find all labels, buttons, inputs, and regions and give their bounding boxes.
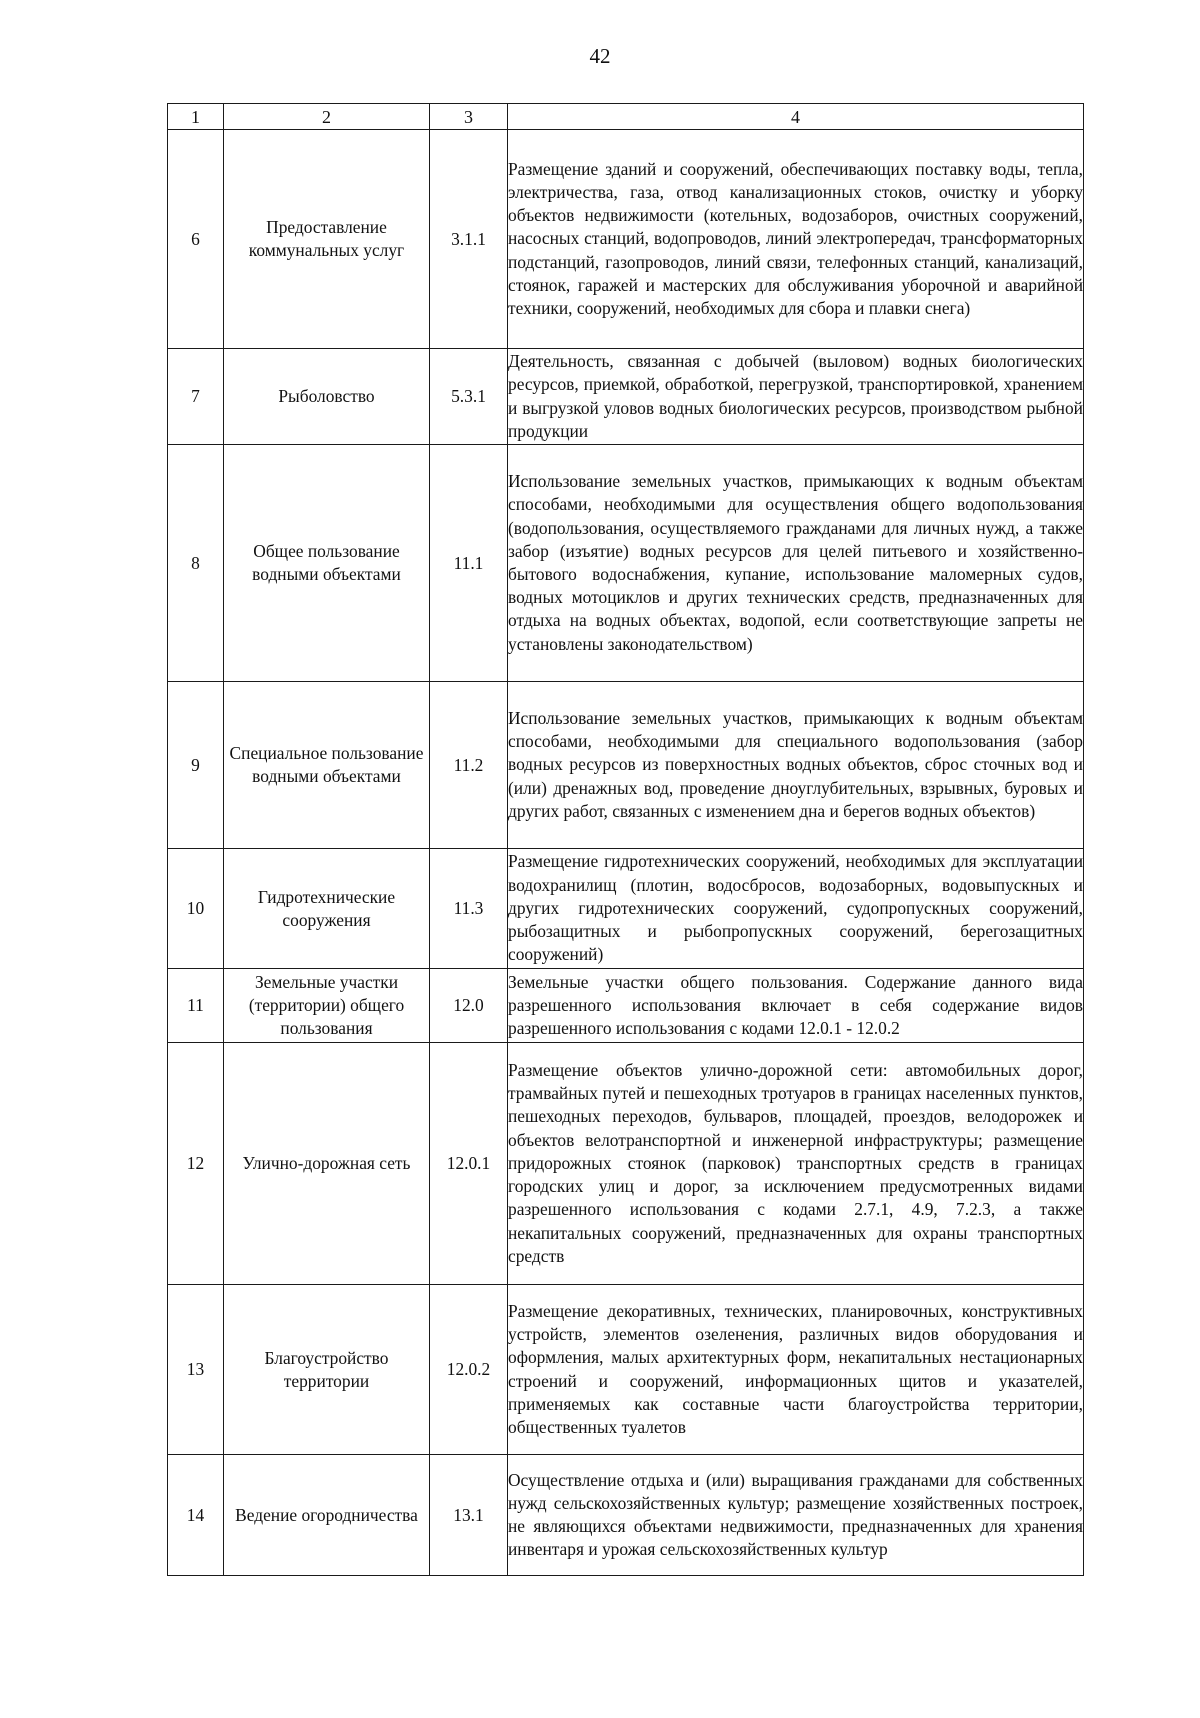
- land-use-description: Размещение зданий и сооружений, обеспечивающих поставку воды, тепла, электричества, газа, отвод канализационных стоков, очистку и уборку объектов недвижимости (котельных, водозаборов, очистных сооружений, насосных станций, водопроводов, линий электропередач, трансформаторных подстанций, газопроводов, линий связи, телефонных станций, канализаций, стоянок, гаражей и мастерских для обслуживания уборочной и аварийной техники, сооружений, необходимых для сбора и плавки снега): [508, 158, 1083, 318]
- table-row: [168, 849, 1084, 969]
- table-row: [168, 1455, 1084, 1576]
- land-use-name: Общее пользование водными объектами: [224, 445, 430, 682]
- land-use-code: 12.0.2: [430, 1285, 508, 1455]
- land-use-name: Земельные участки (территории) общего пользования: [224, 969, 430, 1043]
- land-use-code: 11.1: [430, 445, 508, 682]
- land-use-name: Рыболовство: [224, 349, 430, 445]
- land-use-description: Использование земельных участков, примыкающих к водным объектам способами, необходимыми для осуществления общего водопользования (водопользования, осуществляемого гражданами для личных нужд, а также забор (изъятие) водных ресурсов для целей питьевого и хозяйственно-бытового водоснабжения, купание, использование маломерных судов, водных мотоциклов и других технических средств, предназначенных для отдыха на водных объектах, водопой, если соответствующие запреты не установлены законодательством): [508, 471, 1083, 654]
- table-row: [168, 445, 1084, 682]
- land-use-description: Размещение декоративных, технических, планировочных, конструктивных устройств, элементов озеленения, различных видов оборудования и оформления, малых архитектурных форм, некапитальных нестационарных строений и сооружений, информационных щитов и указателей, применяемых как составные части благоустройства территории, общественных туалетов: [508, 1300, 1083, 1437]
- table-row: [168, 349, 1084, 445]
- land-use-table: [167, 103, 1084, 1576]
- land-use-name: Специальное пользование водными объектами: [224, 682, 430, 849]
- row-number: 14: [168, 1455, 224, 1576]
- land-use-code: 12.0.1: [430, 1043, 508, 1285]
- land-use-code: 11.3: [430, 849, 508, 969]
- land-use-name: Предоставление коммунальных услуг: [224, 130, 430, 349]
- land-use-description: Размещение гидротехнических сооружений, необходимых для эксплуатации водохранилищ (плотин, водосбросов, водозаборных, водовыпускных и других гидротехнических сооружений, судопропускных сооружений, рыбозащитных и рыбопропускных сооружений, берегозащитных сооружений): [508, 851, 1083, 965]
- land-use-description: Осуществление отдыха и (или) выращивания гражданами для собственных нужд сельскохозяйственных культур; размещение хозяйственных построек, не являющихся объектами недвижимости, предназначенных для хранения инвентаря и урожая сельскохозяйственных культур: [508, 1469, 1083, 1560]
- row-number: 10: [168, 849, 224, 969]
- table-row: [168, 682, 1084, 849]
- row-number: 6: [168, 130, 224, 349]
- land-use-name: Гидротехнические сооружения: [224, 849, 430, 969]
- row-number: 7: [168, 349, 224, 445]
- header-col-3: 3: [430, 104, 508, 130]
- land-use-description: Земельные участки общего пользования. Содержание данного вида разрешенного использования включает в себя содержание видов разрешенного использования с кодами 12.0.1 - 12.0.2: [508, 971, 1083, 1039]
- header-row: [168, 104, 1084, 130]
- table-row: [168, 969, 1084, 1043]
- row-number: 12: [168, 1043, 224, 1285]
- table-row: [168, 130, 1084, 349]
- land-use-description: Размещение объектов улично-дорожной сети: автомобильных дорог, трамвайных путей и пешеходных тротуаров в границах населенных пунктов, пешеходных переходов, бульваров, площадей, проездов, велодорожек и объектов велотранспортной и инженерной инфраструктуры; размещение придорожных стоянок (парковок) транспортных средств в границах городских улиц и дорог, за исключением предусмотренных видами разрешенного использования с кодами 2.7.1, 4.9, 7.2.3, а также некапитальных сооружений, предназначенных для охраны транспортных средств: [508, 1060, 1083, 1266]
- header-col-2: 2: [224, 104, 430, 130]
- row-number: 11: [168, 969, 224, 1043]
- row-number: 9: [168, 682, 224, 849]
- page-number: 42: [589, 44, 611, 68]
- land-use-description: Деятельность, связанная с добычей (выловом) водных биологических ресурсов, приемкой, обработкой, перегрузкой, транспортировкой, хранением и выгрузкой уловов водных биологических ресурсов, производством рыбной продукции: [508, 351, 1083, 441]
- land-use-code: 3.1.1: [430, 130, 508, 349]
- land-use-name: Улично-дорожная сеть: [224, 1043, 430, 1285]
- land-use-code: 13.1: [430, 1455, 508, 1576]
- land-use-code: 12.0: [430, 969, 508, 1043]
- land-use-description: Использование земельных участков, примыкающих к водным объектам способами, необходимыми для специального водопользования (забор водных ресурсов из поверхностных водных объектов, сброс сточных вод и (или) дренажных вод, проведение дноуглубительных, взрывных, буровых и других работ, связанных с изменением дна и берегов водных объектов): [508, 707, 1083, 821]
- header-col-4: 4: [508, 104, 1084, 130]
- land-use-name: Благоустройство территории: [224, 1285, 430, 1455]
- table-row: [168, 1043, 1084, 1285]
- header-col-1: 1: [168, 104, 224, 130]
- row-number: 13: [168, 1285, 224, 1455]
- row-number: 8: [168, 445, 224, 682]
- land-use-code: 11.2: [430, 682, 508, 849]
- table-row: [168, 1285, 1084, 1455]
- land-use-code: 5.3.1: [430, 349, 508, 445]
- land-use-name: Ведение огородничества: [224, 1455, 430, 1576]
